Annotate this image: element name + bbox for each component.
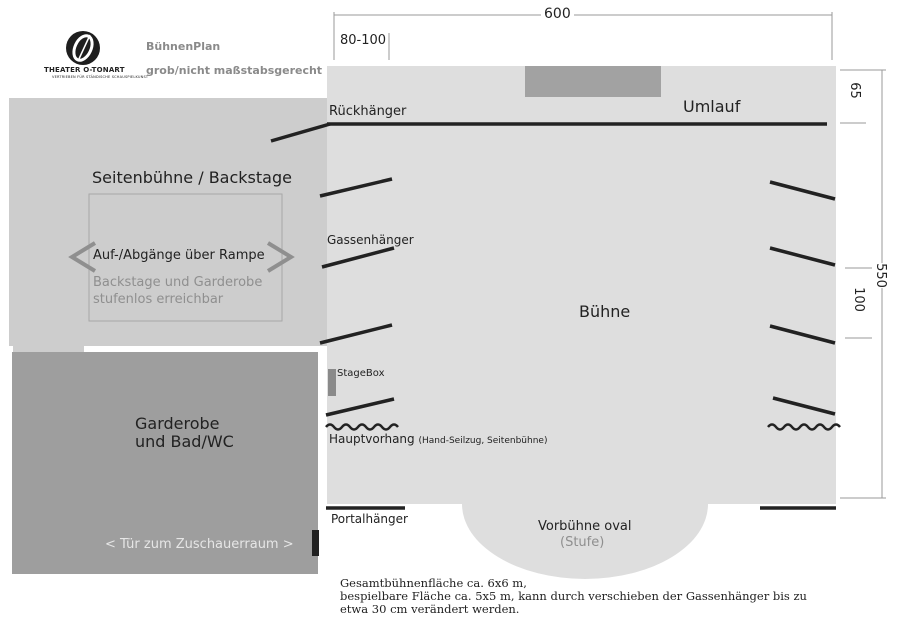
- logo-tagline: VERTRIEBEN FÜR STÄNDISCHE SCHAUSPIELKUNST: [52, 75, 149, 79]
- door-label: < Tür zum Zuschauerraum >: [105, 537, 294, 552]
- dim-offset-label: 80-100: [340, 33, 387, 48]
- gassenhaenger-label: Gassenhänger: [327, 233, 414, 247]
- stagebox-marker: [328, 369, 336, 396]
- plan-title: BühnenPlan: [146, 40, 221, 53]
- note-line-2: bespielbare Fläche ca. 5x5 m, kann durch verschieben der Gassenhänger bis zu: [340, 589, 807, 603]
- logo-name: THEATER O-TONART: [44, 66, 125, 74]
- door-marker: [312, 530, 319, 556]
- note-line-1: Gesamtbühnenfläche ca. 6x6 m,: [340, 576, 527, 590]
- dim-width-label: 600: [541, 6, 574, 22]
- stage-notes: [340, 577, 807, 616]
- wardrobe-label-line-1: Garderobe: [135, 414, 220, 433]
- apron-label-line-1: Vorbühne oval: [538, 519, 632, 534]
- hauptvorhang-title: Hauptvorhang: [329, 432, 415, 446]
- back-platform: [525, 66, 661, 97]
- backstage-area: [9, 98, 327, 346]
- ramp-note-line-2: stufenlos erreichbar: [93, 292, 224, 307]
- hauptvorhang-label: [329, 432, 547, 446]
- stagebox-label: StageBox: [337, 368, 385, 379]
- theater-logo-icon: [66, 31, 100, 65]
- wardrobe-label-line-2: und Bad/WC: [135, 432, 234, 451]
- umlauf-label: Umlauf: [683, 97, 741, 116]
- dim-gap-label: 100: [850, 287, 866, 312]
- hauptvorhang-note: (Hand-Seilzug, Seitenbühne): [418, 436, 548, 446]
- stage-label: Bühne: [579, 302, 631, 321]
- rueckhaenger-label: Rückhänger: [329, 104, 407, 119]
- dim-umlauf-label: 65: [846, 82, 862, 99]
- ramp-title: Auf-/Abgänge über Rampe: [93, 248, 265, 263]
- ramp-note-line-1: Backstage und Garderobe: [93, 275, 263, 290]
- plan-subtitle: grob/nicht maßstabsgerecht: [146, 64, 323, 77]
- backstage-label: Seitenbühne / Backstage: [92, 168, 292, 187]
- apron-label-line-2: (Stufe): [560, 535, 605, 550]
- portalhaenger-label: Portalhänger: [331, 512, 408, 526]
- note-line-3: etwa 30 cm verändert werden.: [340, 602, 520, 616]
- dim-depth-label: 550: [872, 263, 888, 288]
